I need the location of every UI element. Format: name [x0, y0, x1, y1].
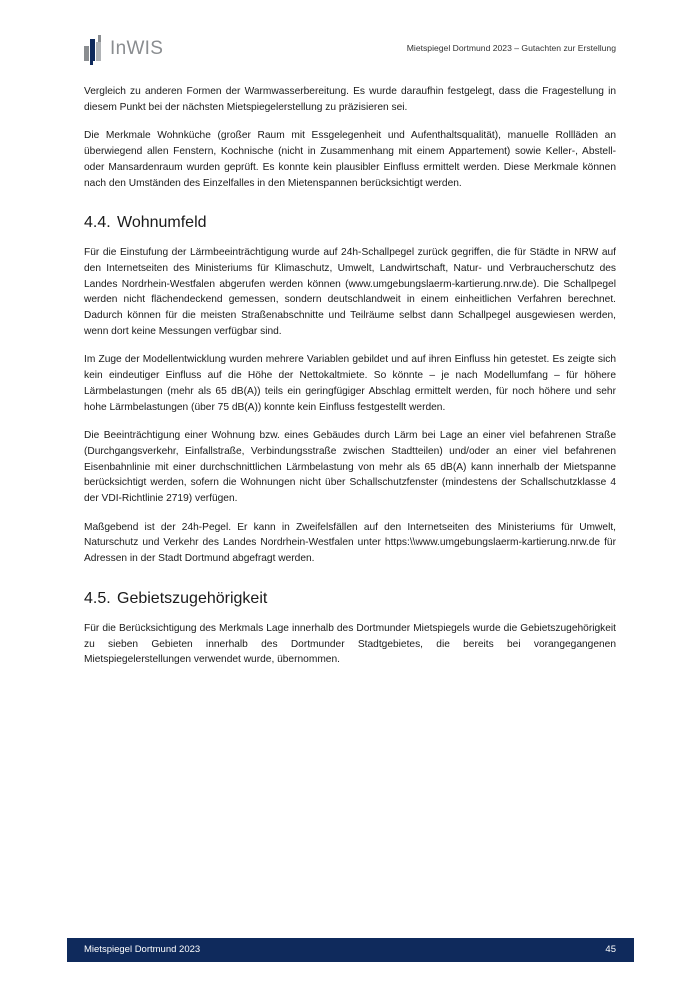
- page-number: 45: [605, 944, 616, 955]
- inwis-logo-icon: [84, 33, 106, 65]
- page-content: [84, 84, 616, 681]
- page-header: [84, 32, 616, 68]
- gebiet-paragraph-1: Für die Berücksichtigung des Merkmals Lage innerhalb des Dortmunder Mietspiegels wurde die Gebietszugehörigkeit zu sieben Gebieten innerhalb des Dortmunder Stadtgebietes, die bereits bei vorangegangenen Mietspiegelerstellungen verwendet wurde, übernommen.: [84, 622, 616, 666]
- wohnumfeld-paragraph-4: Maßgebend ist der 24h-Pegel. Er kann in Zweifelsfällen auf den Internetseiten des Ministeriums für Umwelt, Naturschutz und Verkehr des Landes Nordrhein-Westfalen unter https:\\www.umgebungslaerm-kartierung.nrw.de für Adressen in der Stadt Dortmund abgefragt werden.: [84, 521, 616, 565]
- page-footer: [67, 938, 634, 962]
- section-number: 4.5.: [84, 589, 111, 607]
- header-title: Mietspiegel Dortmund 2023 – Gutachten zur Erstellung: [406, 43, 616, 53]
- section-heading-gebietszugehoerigkeit: [84, 589, 616, 609]
- intro-paragraph-2: Die Merkmale Wohnküche (großer Raum mit Essgelegenheit und Aufenthaltsqualität), manuelle Rollläden an überwiegend allen Fenstern, Kochnische (nicht in Zusammenhang mit einem Appartement) sowie Keller-, Abstell- oder Mansardenraum wurden geprüft. Es konnte kein plausibler Einfluss ermittelt werden. Diese Merkmale können nach den Umständen des Einzelfalles in den Mietenspannen berücksichtigt werden.: [84, 130, 616, 189]
- footer-title: Mietspiegel Dortmund 2023: [84, 944, 201, 955]
- wohnumfeld-paragraph-2: Im Zuge der Modellentwicklung wurden mehrere Variablen gebildet und auf ihren Einfluss hin getestet. Es zeigte sich kein eindeutiger Einfluss auf die Höhe der Nettokaltmiete. So könnte – je nach Modellumfang – für höhere Lärmbelastungen (mehr als 65 dB(A)) teils ein geringfügiger Abschlag ermittelt werden, für noch höhere und sehr hohe Lärmbelastungen (über 75 dB(A)) konnte kein Einfluss festgestellt werden.: [84, 354, 616, 413]
- logo-text: InWIS: [110, 38, 164, 59]
- section-title: Gebietszugehörigkeit: [117, 589, 268, 607]
- section-number: 4.4.: [84, 214, 111, 232]
- wohnumfeld-paragraph-3: Die Beeinträchtigung einer Wohnung bzw. eines Gebäudes durch Lärm bei Lage an einer viel befahrenen Straße (Durchgangsverkehr, Einfallstraße, Verbindungsstraße zwischen Stadtteilen) und/oder an einer viel befahrenen Eisenbahnlinie mit einer durchschnittlichen Lärmbelastung von mehr als 65 dB(A) kann innerhalb der Mietspanne berücksichtigt werden, sofern die Wohnungen nicht über Schallschutzfenster (mindestens der Schallschutzklasse 4 der VDI-Richtlinie 2719) verfügen.: [84, 430, 616, 505]
- section-title: Wohnumfeld: [117, 214, 207, 232]
- inwis-logo: [84, 32, 163, 66]
- intro-paragraph-1: Vergleich zu anderen Formen der Warmwasserbereitung. Es wurde daraufhin festgelegt, dass die Fragestellung in diesem Punkt bei der nächsten Mietspiegelerstellung zu präzisieren sei.: [84, 86, 616, 113]
- section-heading-wohnumfeld: [84, 213, 616, 233]
- wohnumfeld-paragraph-1: Für die Einstufung der Lärmbeeinträchtigung wurde auf 24h-Schallpegel zurück gegriffen, die für Städte in NRW auf den Internetseiten des Ministeriums für Klimaschutz, Umwelt, Landwirtschaft, Natur- und Verbraucherschutz des Landes Nordrhein-Westfalen abgerufen werden können (www.umgebungslaerm-kartierung.nrw.de). Die Schallpegel werden nicht flächendeckend gemessen, sondern deutschlandweit in einem einheitlichen Verfahren berechnet. Dadurch können für die meisten Straßenabschnitte und Teilräume selbst dann Schallpegel ausgewiesen werden, wenn dort keine Messungen verfügbar sind.: [84, 247, 616, 337]
